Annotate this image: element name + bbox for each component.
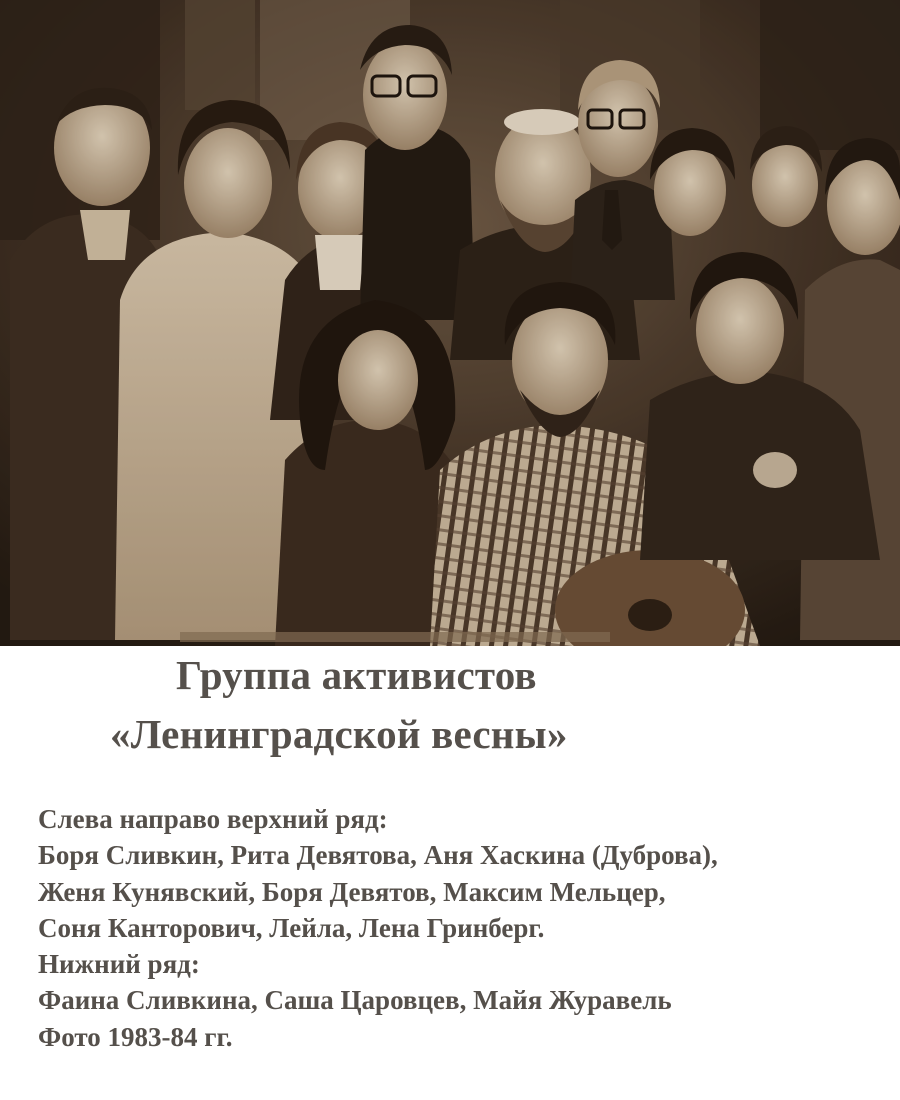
caption-line-names-1: Боря Сливкин, Рита Девятова, Аня Хаскина (Дуброва), bbox=[38, 840, 718, 871]
caption-line-names-4: Фаина Сливкина, Саша Царовцев, Майя Журавель bbox=[38, 985, 672, 1016]
caption-line-names-2: Женя Кунявский, Боря Девятов, Максим Мельцер, bbox=[38, 876, 666, 907]
photo-title-line-1: Группа активистов bbox=[176, 652, 537, 698]
caption-line-names-3: Соня Канторович, Лейла, Лена Гринберг. bbox=[38, 912, 545, 943]
photo-caption bbox=[38, 801, 888, 1055]
caption-line-top-row-heading: Слева направо верхний ряд: bbox=[38, 804, 388, 834]
caption-line-bottom-row-heading: Нижний ряд: bbox=[38, 949, 200, 980]
caption-line-photo-date: Фото 1983-84 гг. bbox=[38, 1021, 233, 1052]
photo-title-line-2: «Ленинградской весны» bbox=[110, 711, 568, 757]
